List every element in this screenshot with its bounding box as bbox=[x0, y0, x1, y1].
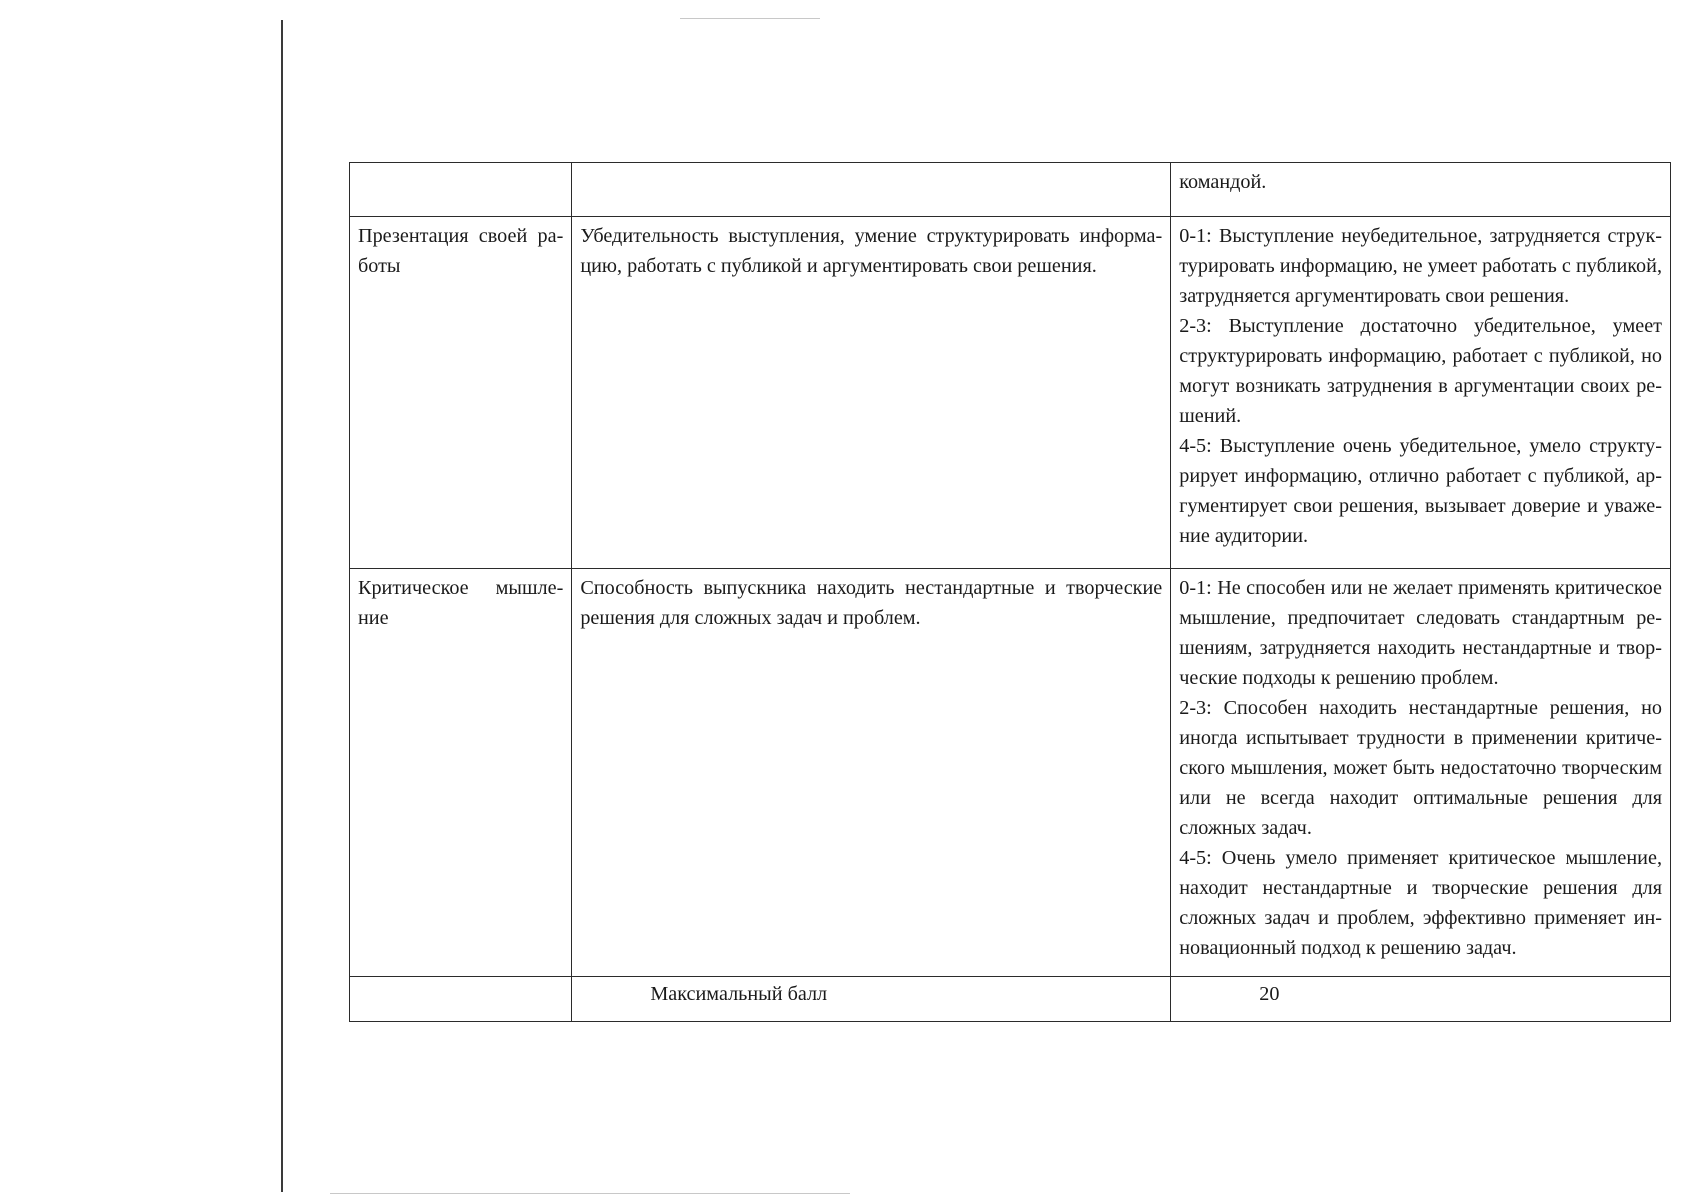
table-row-presentation bbox=[350, 217, 1671, 569]
total-value-cell bbox=[1171, 977, 1671, 1022]
score-level-4-5: 4-5: Очень умело применяет критическое мышление, находит нестандартные и творческие решения для сложных задач и проблем, эффективно применяет инновационный подход к решению задач. bbox=[1179, 847, 1662, 959]
total-empty-cell bbox=[350, 977, 572, 1022]
scan-artifact-bottom bbox=[330, 1193, 850, 1194]
total-label: Максимальный балл bbox=[650, 983, 828, 1005]
score-level-4-5: 4-5: Выступление очень убедительное, умело структурирует информацию, отлично работает с публикой, аргументирует свои решения, вызывает доверие и уважение аудитории. bbox=[1179, 435, 1662, 547]
criterion-name-cell: Презентация своей работы bbox=[350, 217, 572, 569]
total-label-cell bbox=[572, 977, 1171, 1022]
criterion-description-cell: Способность выпускника находить нестандартные и творческие решения для сложных задач и проблем. bbox=[572, 569, 1171, 977]
criterion-description-cell bbox=[572, 163, 1171, 217]
criterion-description-cell: Убедительность выступления, умение структурировать информацию, работать с публикой и аргументировать свои решения. bbox=[572, 217, 1171, 569]
criterion-name-cell: Критическое мышление bbox=[350, 569, 572, 977]
criterion-scale-cell bbox=[1171, 217, 1671, 569]
table-row-continuation bbox=[350, 163, 1671, 217]
scan-artifact-top bbox=[680, 18, 820, 19]
table-row-critical-thinking bbox=[350, 569, 1671, 977]
table-row-total bbox=[350, 977, 1671, 1022]
score-level-2-3: 2-3: Способен находить нестандартные решения, но иногда испытывает трудности в применении критического мышления, может быть недостаточно творческим или не всегда находит оптимальные решения для сложных задач. bbox=[1179, 697, 1662, 839]
criterion-name-cell bbox=[350, 163, 572, 217]
total-value: 20 bbox=[1259, 983, 1280, 1005]
score-level-2-3: 2-3: Выступление достаточно убедительное, умеет структурировать информацию, работает с публикой, но могут возникать затруднения в аргументации своих решений. bbox=[1179, 315, 1662, 427]
score-level-0-1: 0-1: Не способен или не желает применять критическое мышление, предпочитает следовать стандартным решениям, затрудняется находить нестандартные и творческие подходы к решению проблем. bbox=[1179, 577, 1662, 689]
criterion-scale-cell: командой. bbox=[1171, 163, 1671, 217]
criterion-scale-cell bbox=[1171, 569, 1671, 977]
binding-margin-line bbox=[281, 20, 283, 1192]
score-level-0-1: 0-1: Выступление неубедительное, затрудняется структурировать информацию, не умеет работать с публикой, затрудняется аргументировать свои решения. bbox=[1179, 225, 1662, 307]
evaluation-criteria-table bbox=[349, 162, 1671, 1022]
